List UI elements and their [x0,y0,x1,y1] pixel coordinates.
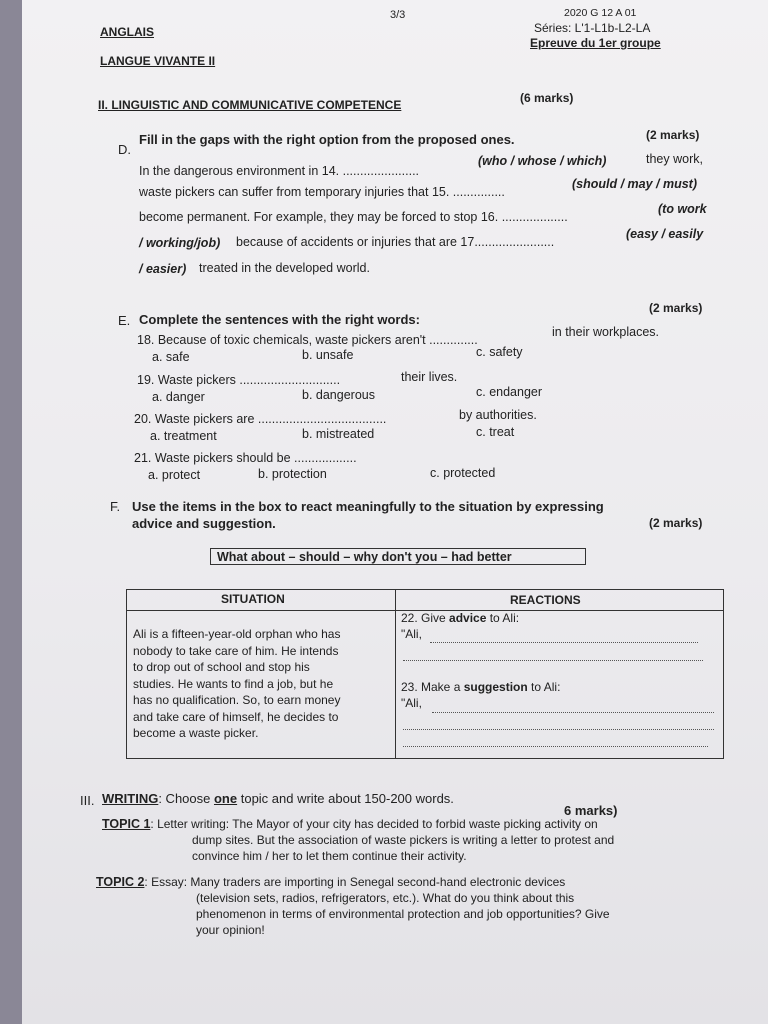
option-16-part-1: (to work [658,202,707,216]
reactions-header: REACTIONS [510,593,581,607]
part-d-marks: (2 marks) [646,128,700,142]
part-d-line-3: become permanent. For example, they may be forced to stop 16. ................... [139,210,568,224]
part-e-marks: (2 marks) [649,301,703,315]
situation-text: Ali is a fifteen-year-old orphan who has nobody to take care of him. He intends to drop out of school and stop his studies. He wants to find a job, but he has no qualification. So, to earn money and take care of himself, he decides to become a waste picker. [133,627,341,740]
situation-table [126,589,724,759]
item-21-option-c: c. protected [430,466,496,480]
part-f-label: F. [110,499,121,514]
part-d-line-5: treated in the developed world. [199,261,370,275]
epreuve-label: Epreuve du 1er groupe [530,36,661,50]
item-18-stem: 18. Because of toxic chemicals, waste pickers aren't .............. [137,333,478,347]
option-15: (should / may / must) [572,177,698,191]
situation-header: SITUATION [221,592,285,606]
reaction-23-blank-1[interactable] [432,711,714,713]
section-3-instruction: WRITING: Choose one topic and write about 150-200 words. [102,791,454,806]
reaction-22-blank-2[interactable] [403,659,703,661]
topic-2-label: TOPIC 2 [96,875,145,889]
reaction-23-blank-3[interactable] [403,745,708,747]
part-d-line-2: waste pickers can suffer from temporary injuries that 15. ............... [139,185,505,199]
reactions-header-cell [396,590,724,611]
section-3-title: WRITING [102,791,159,806]
reaction-22-prompt: 22. Give advice to Ali: [401,611,520,625]
reaction-22-start: "Ali, [401,627,422,641]
subject-title: ANGLAIS [100,25,154,39]
item-21-option-a: a. protect [148,468,201,482]
part-d-label: D. [118,142,131,157]
exam-series: Séries: L'1-L1b-L2-LA [534,21,651,35]
item-20-option-b: b. mistreated [302,427,375,441]
item-19-stem: 19. Waste pickers ............................. [137,373,341,387]
item-21-option-b: b. protection [258,467,327,481]
exam-sheet [22,0,768,1024]
part-e-instruction: Complete the sentences with the right words: [139,312,420,327]
reaction-23-start: "Ali, [401,696,422,710]
reaction-23-prompt: 23. Make a suggestion to Ali: [401,680,561,694]
section-3-label: III. [80,793,95,808]
item-19-option-a: a. danger [152,390,205,404]
part-d-line-4: because of accidents or injuries that are 17....................... [236,235,555,249]
item-19-option-b: b. dangerous [302,388,375,402]
part-d-line-1-tail: they work, [646,152,703,166]
reaction-23-blank-2[interactable] [403,728,714,730]
item-20-option-a: a. treatment [150,429,217,443]
reaction-22-blank-1[interactable] [430,641,698,643]
item-18-option-c: c. safety [476,345,523,359]
part-d-instruction: Fill in the gaps with the right option from the proposed ones. [139,132,515,147]
item-21-stem: 21. Waste pickers should be .................. [134,451,357,465]
part-f-instruction-1: Use the items in the box to react meaningfully to the situation by expressing [132,499,604,514]
part-f-marks: (2 marks) [649,516,703,530]
part-d-line-1: In the dangerous environment in 14. ...................... [139,164,420,178]
exam-code: 2020 G 12 A 01 [564,7,637,19]
part-e-label: E. [118,313,131,328]
item-20-stem: 20. Waste pickers are ..................................... [134,412,387,426]
option-14: (who / whose / which) [478,154,607,168]
item-19-tail: their lives. [401,370,458,384]
item-18-tail: in their workplaces. [552,325,659,339]
item-19-option-c: c. endanger [476,385,543,399]
item-18-option-a: a. safe [152,350,190,364]
option-17-part-2: / easier) [139,262,187,276]
part-f-instruction-2: advice and suggestion. [132,516,276,531]
section-2-marks: (6 marks) [520,91,574,105]
topic-2: TOPIC 2: Essay: Many traders are importing in Senegal second-hand electronic devices (television sets, radios, refrigerators, etc.). What do you think about this phenomenon in terms of environmental protection and job opportunities? Give your opinion! [96,875,610,937]
topic-1: TOPIC 1: Letter writing: The Mayor of your city has decided to forbid waste picking activity on dump sites. But the association of waste pickers is writing a letter to protest and convince him / her to let them continue their activity. [102,817,615,863]
topic-1-label: TOPIC 1 [102,817,151,831]
situation-header-cell [127,590,395,611]
option-16-part-2: / working/job) [139,236,221,250]
section-2-title: II. LINGUISTIC AND COMMUNICATIVE COMPETENCE [98,98,402,112]
option-17-part-1: (easy / easily [626,227,704,241]
subject-subtitle: LANGUE VIVANTE II [100,54,216,68]
expressions-box: What about – should – why don't you – had better [210,548,586,565]
column-divider [395,590,396,758]
page-number: 3/3 [390,9,406,21]
item-18-option-b: b. unsafe [302,348,354,362]
item-20-option-c: c. treat [476,425,515,439]
section-3-marks: 6 marks) [564,803,618,818]
item-20-tail: by authorities. [459,408,537,422]
